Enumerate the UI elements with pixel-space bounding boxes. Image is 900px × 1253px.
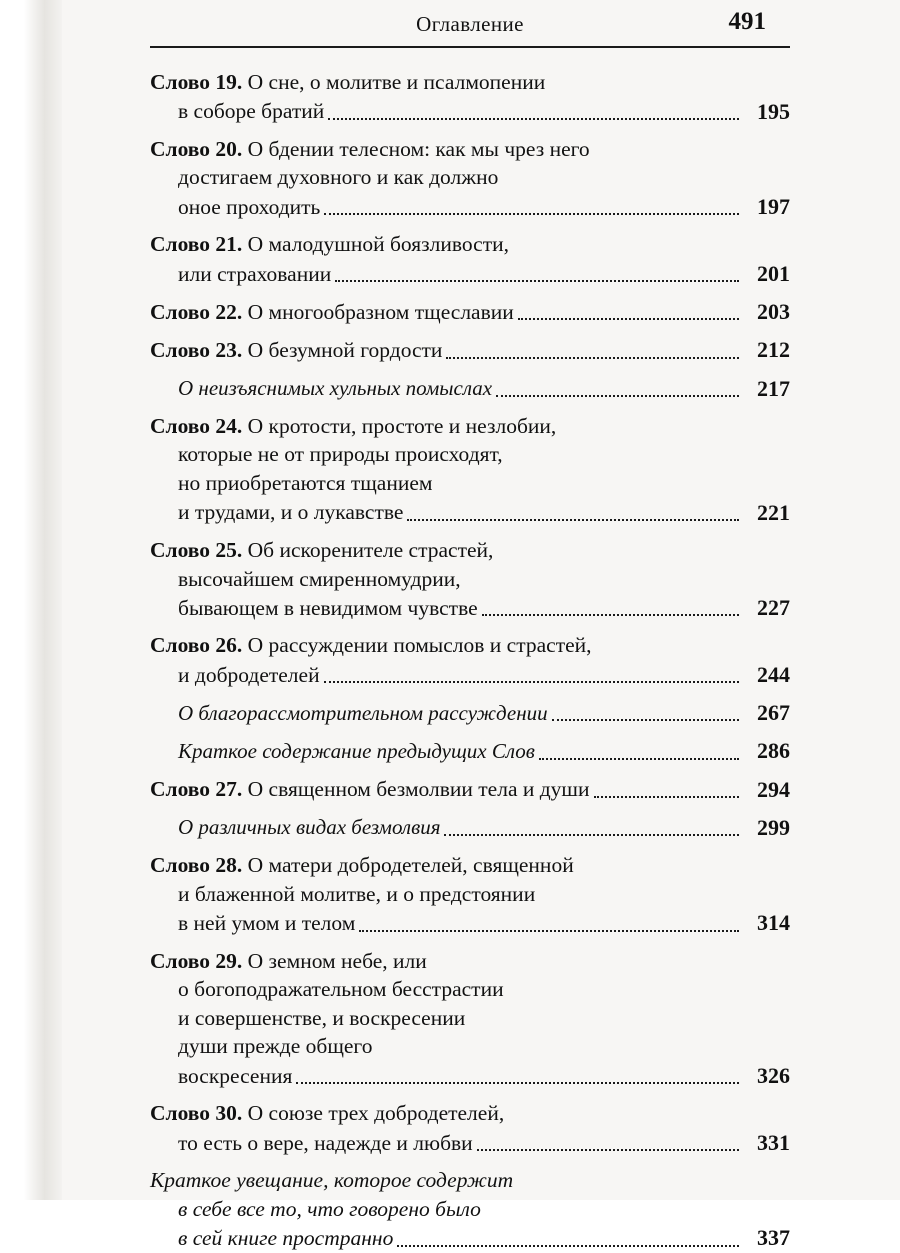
- toc-entry-page: 331: [757, 1129, 790, 1155]
- toc-entry-text: Слово 20. О бдении телесном: как мы чрез него: [150, 136, 590, 161]
- toc-entry-line: [150, 660, 790, 689]
- toc-entry-text: Слово 30. О союзе трех добродетелей,: [150, 1101, 505, 1126]
- toc-entry-page: 286: [757, 738, 790, 764]
- toc-entry-page: 203: [757, 299, 790, 325]
- toc-entry-line: [150, 412, 790, 441]
- toc-entry[interactable]: [150, 813, 790, 842]
- toc-entry-label: Слово 27.: [150, 777, 243, 802]
- toc-leader-dots: [496, 395, 739, 397]
- toc-entry-line: [150, 68, 790, 97]
- toc-leader-dots: [324, 213, 739, 215]
- toc-entry[interactable]: [150, 335, 790, 364]
- toc-entry-line: [150, 536, 790, 565]
- toc-entry-text: которые не от природы происходят,: [178, 442, 503, 467]
- toc-entry-text: или страховании: [178, 261, 332, 286]
- toc-entry-text: Слово 29. О земном небе, или: [150, 948, 427, 973]
- toc-entry-line: [150, 736, 790, 765]
- toc-entry-label: Слово 30.: [150, 1101, 243, 1126]
- toc-entry-text: в себе все то, что говорено было: [178, 1196, 481, 1221]
- toc-entry-text: Слово 25. Об искоренителе страстей,: [150, 537, 494, 562]
- toc-entry-text: Слово 24. О кротости, простоте и незлобии,: [150, 413, 557, 438]
- toc-entry-line: [150, 1128, 790, 1157]
- toc-entry[interactable]: [150, 536, 790, 622]
- page-header: [150, 0, 790, 52]
- toc-entry-line: [150, 1004, 790, 1033]
- toc-entry-line: [150, 230, 790, 259]
- toc-entry[interactable]: [150, 135, 790, 221]
- toc-entry-line: [150, 1099, 790, 1128]
- toc-entry-page: 314: [757, 910, 790, 936]
- toc-entry-text: в соборе братий: [178, 99, 325, 124]
- toc-entry-label: Слово 21.: [150, 232, 243, 257]
- toc-entry-text: и трудами, и о лукавстве: [178, 500, 404, 525]
- toc-entry-line: [150, 297, 790, 326]
- toc-entry-text: Слово 26. О рассуждении помыслов и страстей,: [150, 633, 592, 658]
- toc-entry-text: бывающем в невидимом чувстве: [178, 595, 478, 620]
- toc-leader-dots: [594, 796, 740, 798]
- toc-entry-text: достигаем духовного и как должно: [178, 165, 499, 190]
- toc-entry-text: Слово 28. О матери добродетелей, священной: [150, 853, 574, 878]
- toc-entry-text: Слово 22. О многообразном тщеславии: [150, 299, 514, 324]
- toc-entry-text: высочайшем смиренномудрии,: [178, 566, 461, 591]
- toc-entry-line: [150, 775, 790, 804]
- toc-leader-dots: [335, 280, 739, 282]
- toc-entry-text: и добродетелей: [178, 662, 320, 687]
- toc-entry[interactable]: [150, 631, 790, 689]
- toc-entry-line: [150, 1166, 790, 1195]
- toc-leader-dots: [296, 1082, 739, 1084]
- toc-leader-dots: [359, 930, 739, 932]
- toc-entry-page: 326: [757, 1063, 790, 1088]
- toc-entry-text: воскресения: [178, 1063, 293, 1088]
- toc-entry-text: Краткое увещание, которое содержит: [150, 1168, 514, 1193]
- toc-entry-label: Слово 26.: [150, 633, 243, 658]
- toc-entry[interactable]: [150, 736, 790, 765]
- toc-leader-dots: [539, 758, 739, 760]
- toc-entry-line: [150, 469, 790, 498]
- toc-entry-line: [150, 908, 790, 937]
- toc-entry-text: оное проходить: [178, 194, 321, 219]
- toc-entry[interactable]: [150, 68, 790, 126]
- toc-entry-page: 294: [757, 776, 790, 802]
- toc-entry-text: души прежде общего: [178, 1034, 373, 1059]
- page-content: [150, 0, 790, 1251]
- page-number: 491: [728, 8, 766, 35]
- toc-entry-page: 227: [757, 595, 790, 621]
- toc-entry-line: [150, 593, 790, 622]
- toc-entry-line: [150, 947, 790, 976]
- toc-entry-line: [150, 498, 790, 527]
- page-gutter-shadow: [0, 0, 62, 1200]
- toc-entry-line: [150, 975, 790, 1004]
- toc-leader-dots: [518, 318, 739, 320]
- toc-entry-line: [150, 1032, 790, 1061]
- toc-entry-label: Слово 23.: [150, 338, 243, 363]
- toc-entry-text: Слово 21. О малодушной боязливости,: [150, 232, 509, 257]
- toc-entry-label: Слово 22.: [150, 299, 243, 324]
- toc-entry-line: [150, 851, 790, 880]
- toc-entry-page: 267: [757, 700, 790, 726]
- toc-leader-dots: [397, 1245, 739, 1247]
- toc-entry-line: [150, 631, 790, 660]
- toc-entry-page: 221: [757, 499, 790, 525]
- toc-entry-text: Краткое содержание предыдущих Слов: [178, 738, 535, 763]
- toc-leader-dots: [552, 719, 739, 721]
- toc-leader-dots: [444, 834, 739, 836]
- toc-entry-page: 217: [757, 375, 790, 401]
- toc-entry-line: [150, 97, 790, 126]
- toc-entry-line: [150, 163, 790, 192]
- toc-entry[interactable]: [150, 1099, 790, 1157]
- toc-entry[interactable]: [150, 230, 790, 288]
- toc-entry-line: [150, 135, 790, 164]
- toc-entry-line: [150, 374, 790, 403]
- toc-entry-text: О различных видах безмолвия: [178, 815, 441, 840]
- toc-entry-text: и совершенстве, и воскресении: [178, 1005, 466, 1030]
- toc-entry-line: [150, 259, 790, 288]
- toc-entry-text: но приобретаются тщанием: [178, 471, 433, 496]
- toc-entry[interactable]: [150, 698, 790, 727]
- toc-entry-line: [150, 880, 790, 909]
- toc-entry-text: то есть о вере, надежде и любви: [178, 1130, 473, 1155]
- toc-entry-line: [150, 192, 790, 221]
- toc-entry[interactable]: [150, 297, 790, 326]
- toc-entry-line: [150, 565, 790, 594]
- toc-entry-line: [150, 1061, 790, 1090]
- toc-entry-line: [150, 1223, 790, 1252]
- toc-entry[interactable]: [150, 775, 790, 804]
- toc-entry[interactable]: [150, 947, 790, 1091]
- toc-entry-line: [150, 698, 790, 727]
- toc-leader-dots: [446, 357, 739, 359]
- toc-entry-line: [150, 440, 790, 469]
- toc-entry-text: в ней умом и телом: [178, 911, 356, 936]
- toc-entry-text: в сей книге пространно: [178, 1225, 394, 1250]
- toc-entry-label: Слово 28.: [150, 853, 243, 878]
- toc-entry-line: [150, 1195, 790, 1224]
- toc-entry-page: 244: [757, 661, 790, 687]
- toc-entry-label: Слово 24.: [150, 413, 243, 438]
- toc-leader-dots: [482, 614, 739, 616]
- toc-leader-dots: [407, 519, 739, 521]
- toc-entry[interactable]: [150, 412, 790, 527]
- toc-entry-text: О неизъяснимых хульных помыслах: [178, 375, 493, 400]
- toc-entry-text: О благорассмотрительном рассуждении: [178, 700, 548, 725]
- toc-entry-text: Слово 19. О сне, о молитве и псалмопении: [150, 70, 546, 94]
- toc-entry-text: Слово 23. О безумной гордости: [150, 338, 443, 363]
- toc-entry-page: 197: [757, 194, 790, 220]
- header-divider: [150, 46, 790, 48]
- toc-entry-page: 299: [757, 814, 790, 840]
- toc-entry-text: Слово 27. О священном безмолвии тела и души: [150, 777, 590, 802]
- toc-entry[interactable]: [150, 851, 790, 937]
- toc-entry-text: о богоподражательном бесстрастии: [178, 977, 504, 1002]
- toc-entry[interactable]: [150, 1166, 790, 1252]
- toc-entry-line: [150, 335, 790, 364]
- toc-entry-page: 337: [757, 1225, 790, 1251]
- toc-entry-label: Слово 25.: [150, 537, 243, 562]
- toc-entry[interactable]: [150, 374, 790, 403]
- toc-entry-label: Слово 29.: [150, 948, 243, 973]
- toc-entry-page: 212: [757, 337, 790, 363]
- toc-leader-dots: [328, 118, 739, 120]
- table-of-contents: [150, 68, 790, 1253]
- toc-entry-text: и блаженной молитве, и о предстоянии: [178, 881, 536, 906]
- toc-leader-dots: [477, 1149, 739, 1151]
- toc-entry-page: 195: [757, 98, 790, 124]
- toc-entry-line: [150, 813, 790, 842]
- page-title: Оглавление: [416, 12, 524, 36]
- toc-entry-label: Слово 20.: [150, 136, 243, 161]
- toc-entry-label: Слово 19.: [150, 70, 243, 94]
- toc-leader-dots: [324, 681, 739, 683]
- toc-entry-page: 201: [757, 260, 790, 286]
